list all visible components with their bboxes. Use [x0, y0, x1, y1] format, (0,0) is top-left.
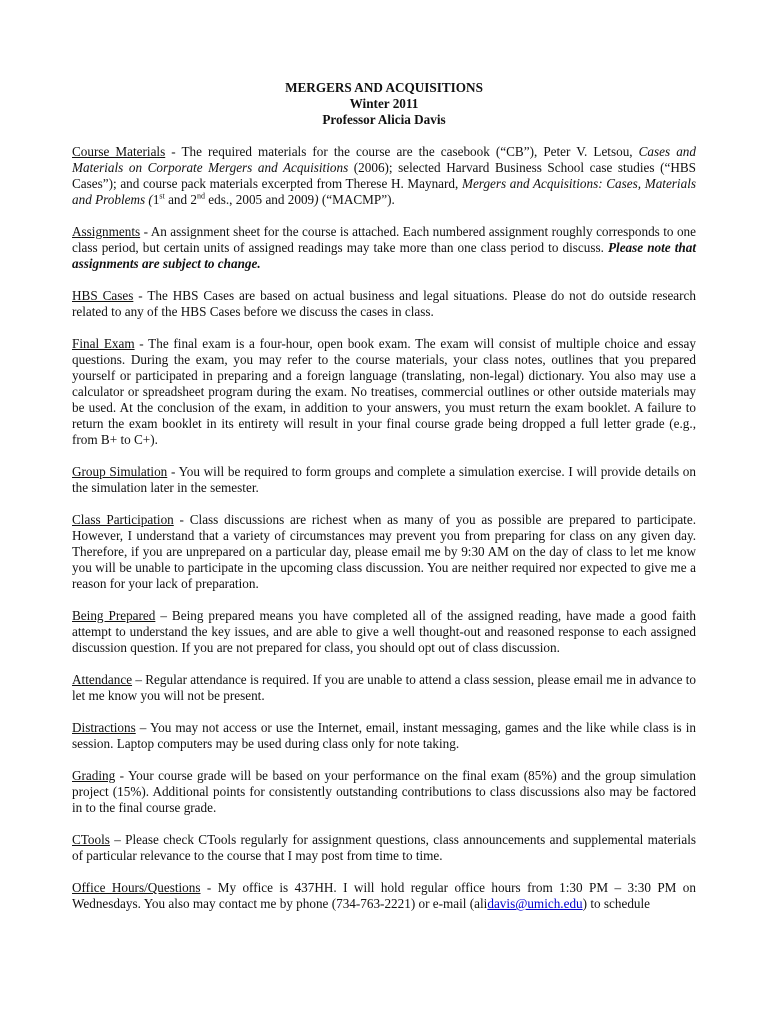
section-text: - You will be required to form groups and complete a simulation exercise. I will provide details on the simulation later in the semester. — [72, 464, 696, 495]
section-heading: Group Simulation — [72, 464, 168, 479]
section-text: and 2 — [164, 192, 197, 207]
section-heading: CTools — [72, 832, 110, 847]
section-heading: Distractions — [72, 720, 136, 735]
email-link[interactable]: davis@umich.edu — [487, 896, 583, 911]
italic-paren: ) — [314, 192, 319, 207]
section-hbs-cases — [72, 288, 696, 320]
section-text: (“MACMP”). — [318, 192, 395, 207]
section-heading: Class Participation — [72, 512, 174, 527]
section-course-materials — [72, 144, 696, 208]
section-text: ) to schedule — [582, 896, 651, 911]
section-text: – Please check CTools regularly for assignment questions, class announcements and supplemental materials of particular relevance to the course that I may post from time to time. — [72, 832, 696, 863]
document-header — [72, 80, 696, 128]
section-group-simulation — [72, 464, 696, 496]
section-grading — [72, 768, 696, 816]
section-text: - My office is 437HH. I will hold regular office hours from 1:30 PM – 3:30 PM on Wednesdays. You also may contact me by phone (734-763-2221) or e-mail (ali — [72, 880, 696, 911]
section-attendance — [72, 672, 696, 704]
section-heading: Being Prepared — [72, 608, 156, 623]
section-text: - An assignment sheet for the course is attached. Each numbered assignment roughly corresponds to one class period, but certain units of assigned readings may take more than one class period to discuss. — [72, 224, 696, 255]
section-assignments — [72, 224, 696, 272]
section-ctools — [72, 832, 696, 864]
section-heading: Assignments — [72, 224, 141, 239]
section-heading: Final Exam — [72, 336, 135, 351]
section-office-hours — [72, 880, 696, 912]
section-distractions — [72, 720, 696, 752]
section-text: – Being prepared means you have completed all of the assigned reading, have made a good faith attempt to understand the key issues, and are able to give a well thought-out and reasoned response to each assigned discussion question. If you are not prepared for class, you should opt out of class discussion. — [72, 608, 696, 655]
section-heading: Grading — [72, 768, 116, 783]
section-class-participation — [72, 512, 696, 592]
section-heading: Course Materials — [72, 144, 166, 159]
section-final-exam — [72, 336, 696, 448]
section-text: - Your course grade will be based on your performance on the final exam (85%) and the group simulation project (15%). Additional points for consistently outstanding contributions to class discussions also may be factored in to the final course grade. — [72, 768, 696, 815]
section-text: – Regular attendance is required. If you are unable to attend a class session, please email me in advance to let me know you will not be present. — [72, 672, 696, 703]
section-heading: Office Hours/Questions — [72, 880, 201, 895]
coursepack-title: Mergers and Acquisitions: Cases, Materials and Problems ( — [72, 176, 696, 207]
ordinal-suffix: nd — [197, 191, 205, 201]
casebook-title: Cases and Materials on Corporate Mergers and Acquisitions — [72, 144, 696, 175]
syllabus-page — [72, 80, 696, 928]
section-text: - The HBS Cases are based on actual business and legal situations. Please do not do outside research related to any of the HBS Cases before we discuss the cases in class. — [72, 288, 696, 319]
course-title: MERGERS AND ACQUISITIONS — [285, 80, 483, 95]
section-text: - The required materials for the course are the casebook (“CB”), Peter V. Letsou, — [165, 144, 639, 159]
section-text: (2006); selected Harvard Business School case studies (“HBS Cases”); and course pack materials excerpted from Therese H. Maynard, — [72, 160, 696, 191]
section-text: - Class discussions are richest when as many of you as possible are prepared to participate. However, I understand that a variety of circumstances may prevent you from preparing for class on any given day. Therefore, if you are unprepared on a particular day, please email me by 9:30 AM on the day of class to let me know you will be unable to participate in the upcoming class discussion. You are neither required nor expected to give me a reason for your lack of preparation. — [72, 512, 696, 591]
section-text: - The final exam is a four-hour, open book exam. The exam will consist of multiple choice and essay questions. During the exam, you may refer to the course materials, your class notes, outlines that you prepared yourself or participated in preparing and a foreign language (translating, non-legal) dictionary. You also may use a calculator or spreadsheet program during the exam. No treatises, commercial outlines or other outside materials may be used. At the conclusion of the exam, in addition to your answers, you must return the exam booklet. A failure to return the exam booklet in its entirety will result in your final course grade being dropped a full letter grade (e.g., from B+ to C+). — [72, 336, 697, 447]
course-term: Winter 2011 — [349, 96, 419, 111]
section-heading: Attendance — [72, 672, 133, 687]
section-text: eds., 2005 and 2009 — [205, 192, 315, 207]
section-text: – You may not access or use the Internet, email, instant messaging, games and the like while class is in session. Laptop computers may be used during class only for note taking. — [72, 720, 696, 751]
section-heading: HBS Cases — [72, 288, 134, 303]
section-text: 1 — [152, 192, 160, 207]
professor-name: Professor Alicia Davis — [322, 112, 446, 127]
ordinal-suffix: st — [159, 191, 165, 201]
section-being-prepared — [72, 608, 696, 656]
assignments-notice: Please note that assignments are subject to change. — [72, 240, 697, 271]
